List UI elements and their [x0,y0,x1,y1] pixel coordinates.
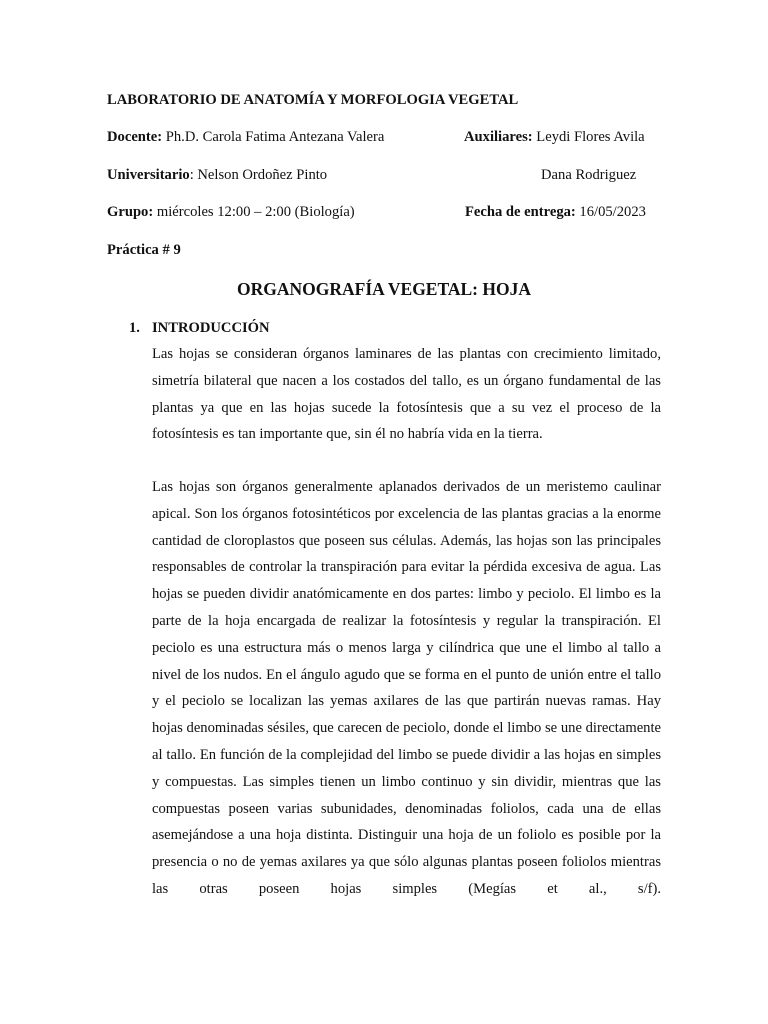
fecha-line [465,203,646,221]
docente-value: Ph.D. Carola Fatima Antezana Valera [162,129,385,145]
grupo-label: Grupo: [107,204,154,220]
universitario-label: Universitario [107,167,190,183]
intro-paragraph-2: Las hojas son órganos generalmente aplanados derivados de un meristemo caulinar apical. Son los órganos fotosintéticos por excelencia de las plantas gracias a la enorme cantidad de cloroplastos que poseen sus células. Además, las hojas son las principales responsables de controlar la transpiración para evitar la pérdida excesiva de agua. Las hojas se pueden dividir anatómicamente en dos partes: limbo y peciolo. El limbo es la parte de la hoja encargada de realizar la fotosíntesis y regular la transpiración. El peciolo es una estructura más o menos larga y cilíndrica que une el limbo al tallo a nivel de los nudos. En el ángulo agudo que se forma en el punto de unión entre el tallo y el peciolo se localizan las yemas axilares de las que partirán nuevas ramas. Hay hojas denominadas sésiles, que carecen de peciolo, donde el limbo se une directamente al tallo. En función de la complejidad del limbo se puede dividir a las hojas en simples y compuestas. Las simples tienen un limbo continuo y sin dividir, mientras que las compuestas poseen varias subunidades, denominadas foliolos, cada una de ellas asemejándose a una hoja distinta. Distinguir una hoja de un foliolo es posible por la presencia o no de yemas axilares ya que sólo algunas plantas poseen foliolos mientras las otras poseen hojas simples (Megías et al., s/f). [152,479,661,897]
section-title: INTRODUCCIÓN [152,320,270,336]
auxiliares-label: Auxiliares: [464,129,533,145]
document-title: ORGANOGRAFÍA VEGETAL: HOJA [237,279,531,299]
docente-label: Docente: [107,129,163,145]
section-number: 1. [129,320,140,336]
practica-number: Práctica # 9 [107,242,181,258]
intro-paragraph-1: Las hojas se consideran órganos laminares de las plantas con crecimiento limitado, simetría bilateral que nacen a los costados del tallo, es un órgano fundamental de las plantas ya que en las hojas sucede la fotosíntesis que a su vez el proceso de la fotosíntesis es tan importante que, sin él no habría vida en la tierra. [152,346,661,443]
auxiliares-line [464,128,645,146]
grupo-line [107,203,355,221]
fecha-label: Fecha de entrega: [465,204,576,220]
lab-title: LABORATORIO DE ANATOMÍA Y MORFOLOGIA VEGETAL [107,92,519,108]
grupo-value: miércoles 12:00 – 2:00 (Biología) [153,204,355,220]
universitario-line [107,166,327,184]
auxiliares-value-2: Dana Rodriguez [541,167,637,183]
fecha-value: 16/05/2023 [575,204,646,220]
auxiliares-value-1: Leydi Flores Avila [532,129,645,145]
universitario-value: : Nelson Ordoñez Pinto [189,167,328,183]
docente-line [107,128,384,146]
